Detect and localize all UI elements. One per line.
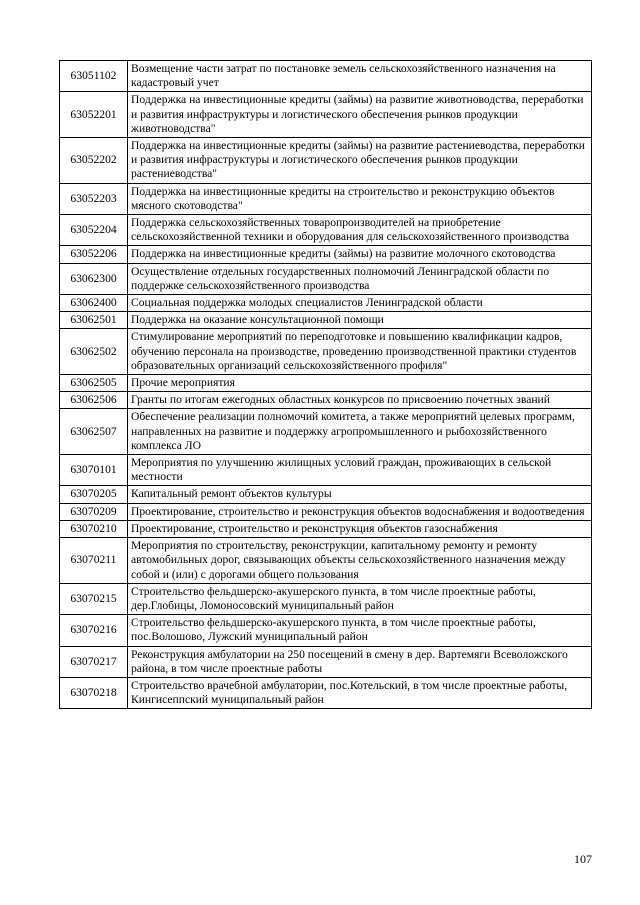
row-description: Гранты по итогам ежегодных областных конкурсов по присвоению почетных званий [128, 392, 592, 409]
table-row [60, 538, 592, 584]
row-code: 63062501 [60, 312, 128, 329]
row-description: Строительство фельдшерско-акушерского пункта, в том числе проектные работы, пос.Волошово, Лужский муниципальный район [128, 615, 592, 646]
table-row [60, 92, 592, 138]
row-description: Строительство врачебной амбулатории, пос.Котельский, в том числе проектные работы, Кингисеппский муниципальный район [128, 677, 592, 708]
row-code: 63062400 [60, 295, 128, 312]
page-number: 107 [574, 852, 592, 866]
row-code: 63062506 [60, 392, 128, 409]
row-code: 63070217 [60, 646, 128, 677]
table-row [60, 677, 592, 708]
row-code: 63070215 [60, 583, 128, 614]
row-code: 63052203 [60, 183, 128, 214]
table-row [60, 295, 592, 312]
row-description: Обеспечение реализации полномочий комитета, а также мероприятий целевых программ, направленных на развитие и поддержку агропромышленного и рыбохозяйственного комплекса ЛО [128, 409, 592, 455]
row-code: 63070205 [60, 486, 128, 503]
row-code: 63052206 [60, 246, 128, 263]
table-row [60, 312, 592, 329]
row-description: Поддержка сельскохозяйственных товаропроизводителей на приобретение сельскохозяйственной техники и оборудования для сельскохозяйственного производства [128, 215, 592, 246]
row-description: Осуществление отдельных государственных полномочий Ленинградской области по поддержке сельскохозяйственного производства [128, 263, 592, 294]
row-description: Социальная поддержка молодых специалистов Ленинградской области [128, 295, 592, 312]
row-code: 63051102 [60, 61, 128, 92]
row-description: Мероприятия по улучшению жилищных условий граждан, проживающих в сельской местности [128, 455, 592, 486]
row-code: 63052202 [60, 138, 128, 184]
table-row [60, 263, 592, 294]
budget-code-table [59, 60, 592, 709]
table-row [60, 646, 592, 677]
row-description: Поддержка на инвестиционные кредиты (займы) на развитие молочного скотоводства [128, 246, 592, 263]
row-description: Поддержка на инвестиционные кредиты (займы) на развитие животноводства, переработки и развития инфраструктуры и логистического обеспечения рынков продукции животноводства" [128, 92, 592, 138]
row-code: 63052201 [60, 92, 128, 138]
row-code: 63070211 [60, 538, 128, 584]
row-description: Стимулирование мероприятий по переподготовке и повышению квалификации кадров, обучению персонала на производстве, проведению производственной практики студентов образовательных организаций сельскохозяйственного профиля" [128, 329, 592, 375]
row-description: Поддержка на инвестиционные кредиты на строительство и реконструкцию объектов мясного скотоводства" [128, 183, 592, 214]
row-code: 63070209 [60, 503, 128, 520]
table-row [60, 615, 592, 646]
row-code: 63070216 [60, 615, 128, 646]
table-row [60, 392, 592, 409]
row-description: Возмещение части затрат по постановке земель сельскохозяйственного назначения на кадастровый учет [128, 61, 592, 92]
row-description: Строительство фельдшерско-акушерского пункта, в том числе проектные работы, дер.Глобицы, Ломоносовский муниципальный район [128, 583, 592, 614]
row-code: 63070210 [60, 520, 128, 537]
row-code: 63070218 [60, 677, 128, 708]
row-description: Реконструкция амбулатории на 250 посещений в смену в дер. Вартемяги Всеволожского района, в том числе проектные работы [128, 646, 592, 677]
row-code: 63062505 [60, 375, 128, 392]
row-description: Прочие мероприятия [128, 375, 592, 392]
table-row [60, 329, 592, 375]
table-row [60, 455, 592, 486]
row-code: 63062507 [60, 409, 128, 455]
row-description: Проектирование, строительство и реконструкция объектов газоснабжения [128, 520, 592, 537]
table-row [60, 215, 592, 246]
table-row [60, 583, 592, 614]
row-code: 63052204 [60, 215, 128, 246]
row-description: Проектирование, строительство и реконструкция объектов водоснабжения и водоотведения [128, 503, 592, 520]
row-code: 63062300 [60, 263, 128, 294]
row-description: Поддержка на инвестиционные кредиты (займы) на развитие растениеводства, переработки и развития инфраструктуры и логистического обеспечения рынков продукции растениеводства" [128, 138, 592, 184]
table-row [60, 375, 592, 392]
table-row [60, 503, 592, 520]
row-description: Капитальный ремонт объектов культуры [128, 486, 592, 503]
row-code: 63070101 [60, 455, 128, 486]
table-row [60, 61, 592, 92]
table-row [60, 520, 592, 537]
row-code: 63062502 [60, 329, 128, 375]
table-row [60, 183, 592, 214]
table-body [60, 61, 592, 709]
row-description: Поддержка на оказание консультационной помощи [128, 312, 592, 329]
table-row [60, 409, 592, 455]
table-row [60, 246, 592, 263]
table-row [60, 138, 592, 184]
row-description: Мероприятия по строительству, реконструкции, капитальному ремонту и ремонту автомобильных дорог, связывающих объекты сельскохозяйственного назначения между собой и (или) с дорогами общего пользования [128, 538, 592, 584]
table-row [60, 486, 592, 503]
